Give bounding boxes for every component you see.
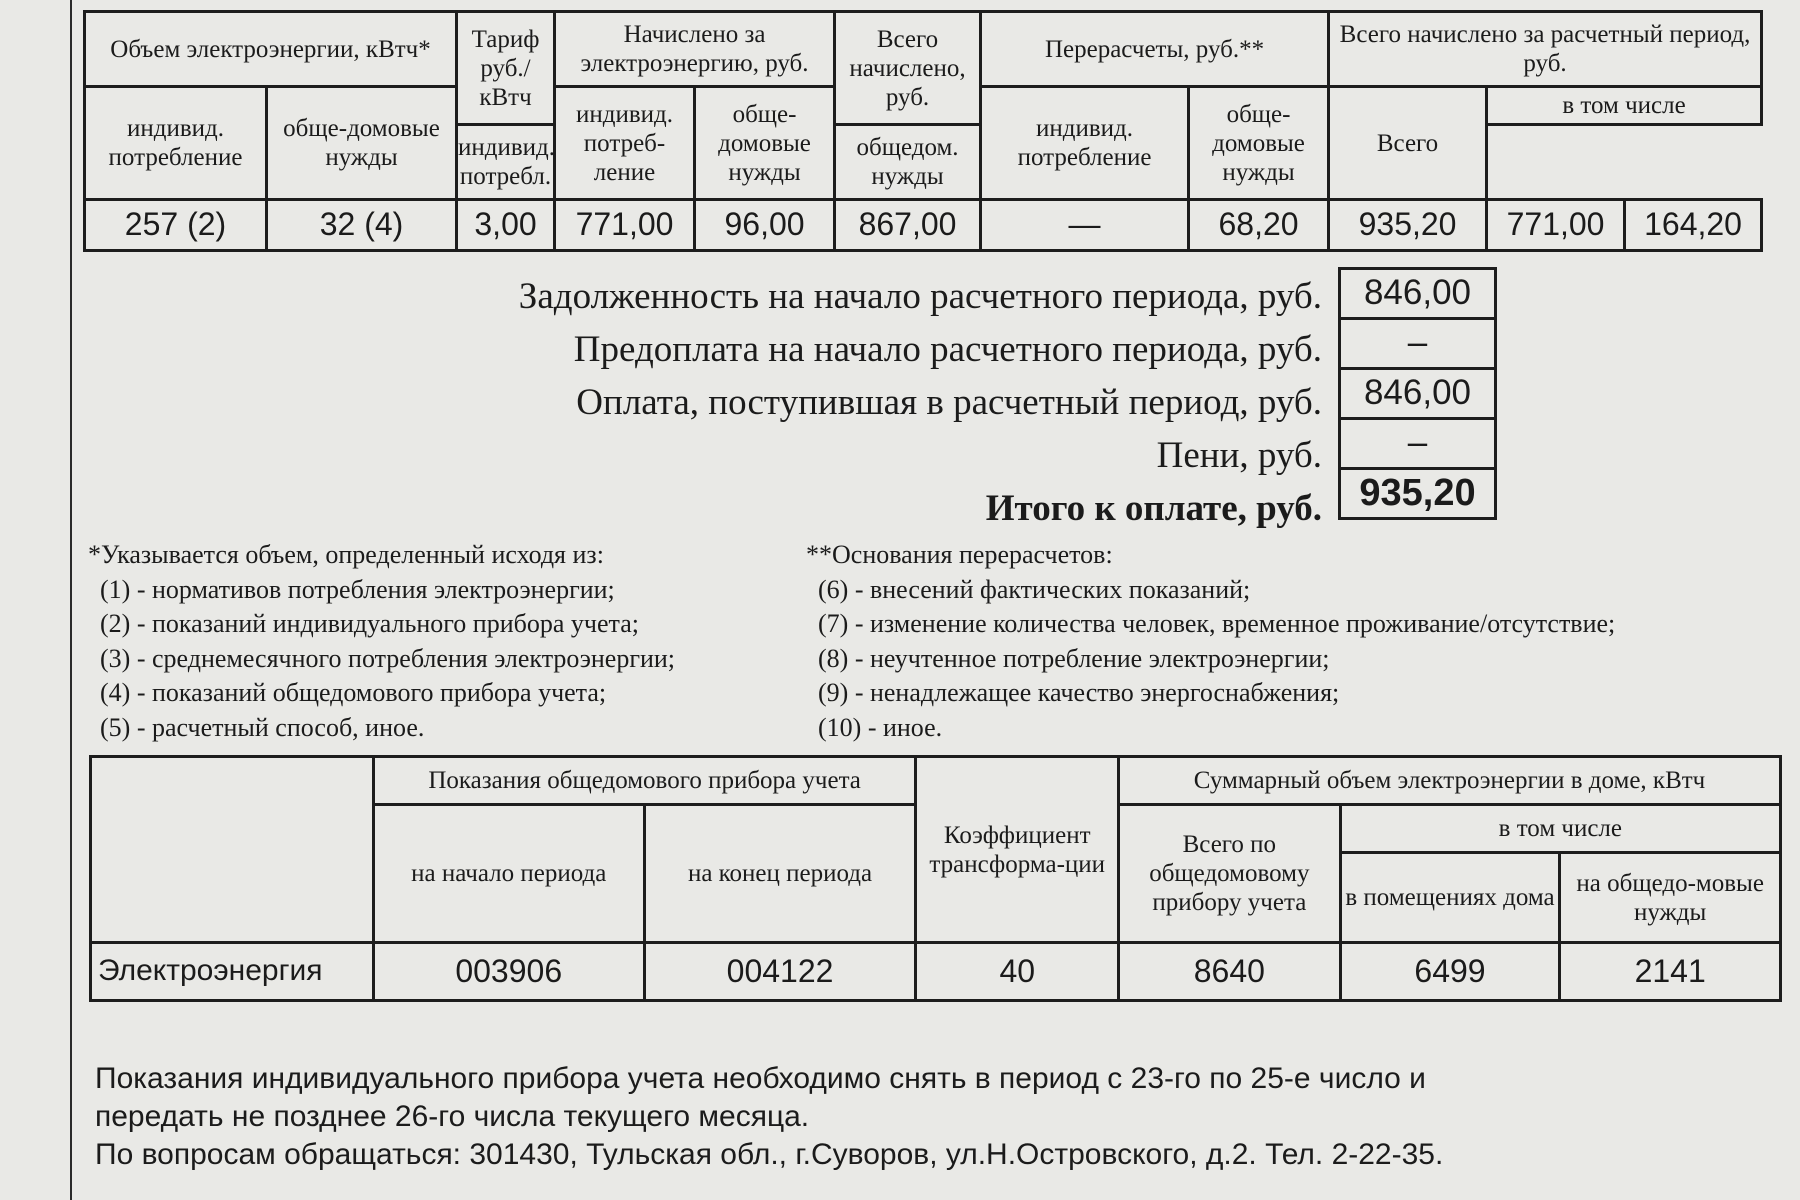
header-charged-common: обще-домовые нужды xyxy=(695,87,835,200)
cell-volume-individual: 257 (2) xyxy=(85,200,267,251)
footer-contact: По вопросам обращаться: 301430, Тульская обл., г.Суворов, ул.Н.Островского, д.2. Тел. 2-22-35. xyxy=(95,1138,1444,1171)
prepayment-value: – xyxy=(1340,319,1496,369)
recalc-notes-title: **Основания перерасчетов: xyxy=(806,540,1113,569)
cell-charged-common: 96,00 xyxy=(695,200,835,251)
volume-notes xyxy=(88,538,675,745)
cell-period-total: 935,20 xyxy=(1329,200,1487,251)
header-total-charged: Всего начислено, руб. xyxy=(835,12,981,125)
page-left-border xyxy=(70,0,72,1200)
header-meter-including: в том числе xyxy=(1340,805,1780,853)
cell-coefficient: 40 xyxy=(916,943,1119,1001)
cell-recalc-common: 68,20 xyxy=(1189,200,1329,251)
header-by-meter: Всего по общедомовому прибору учета xyxy=(1119,805,1341,943)
header-period-total-all: Всего xyxy=(1329,87,1487,200)
penalty-label: Пени, руб. xyxy=(1156,435,1322,476)
payment-value: 846,00 xyxy=(1340,369,1496,419)
recalc-note-item: (9) - ненадлежащее качество энергоснабжения; xyxy=(818,678,1340,707)
header-recalc-common: обще-домовые нужды xyxy=(1189,87,1329,200)
header-volume-individual: индивид. потребление xyxy=(85,87,267,200)
header-common-needs: на общедо-мовые нужды xyxy=(1560,853,1781,943)
billing-table xyxy=(83,10,1763,252)
cell-recalc-individual: — xyxy=(981,200,1189,251)
cell-charged-individual: 771,00 xyxy=(555,200,695,251)
cell-total-charged: 867,00 xyxy=(835,200,981,251)
volume-note-item: (1) - нормативов потребления электроэнергии; xyxy=(100,574,615,604)
header-recalc: Перерасчеты, руб.** xyxy=(981,12,1329,87)
header-including-common: общедом. нужды xyxy=(835,125,981,200)
payment-label: Оплата, поступившая в расчетный период, руб. xyxy=(576,382,1322,423)
debt-value: 846,00 xyxy=(1340,269,1496,319)
header-including-individual: индивид. потребл. xyxy=(457,125,555,200)
header-recalc-individual: индивид. потребление xyxy=(981,87,1189,200)
cell-by-meter: 8640 xyxy=(1119,943,1341,1001)
debt-label: Задолженность на начало расчетного периода, руб. xyxy=(518,276,1322,317)
volume-note-item: (4) - показаний общедомового прибора учета; xyxy=(100,678,607,707)
volume-note-item: (5) - расчетный способ, иное. xyxy=(100,712,425,742)
cell-including-common: 164,20 xyxy=(1625,200,1762,251)
header-premises: в помещениях дома xyxy=(1340,853,1560,943)
header-period-total: Всего начислено за расчетный период, руб. xyxy=(1329,12,1762,87)
recalc-note-item: (7) - изменение количества человек, временное проживание/отсутствие; xyxy=(818,609,1616,638)
header-period-end: на конец периода xyxy=(644,805,916,943)
header-coefficient: Коэффициент трансформа-ции xyxy=(916,757,1119,943)
header-tariff: Тариф руб./ кВтч xyxy=(457,12,555,125)
header-charged: Начислено за электроэнергию, руб. xyxy=(555,12,835,87)
cell-common-needs: 2141 xyxy=(1560,943,1781,1001)
footer-line: передать не позднее 26-го числа текущего месяца. xyxy=(95,1100,810,1133)
cell-meter-start: 003906 xyxy=(373,943,644,1001)
volume-notes-title: *Указывается объем, определенный исходя из: xyxy=(88,540,604,569)
cell-volume-common: 32 (4) xyxy=(267,200,457,251)
volume-note-item: (2) - показаний индивидуального прибора учета; xyxy=(100,609,639,638)
footer-line: Показания индивидуального прибора учета необходимо снять в период с 23-го по 25-е число и xyxy=(95,1062,1426,1095)
header-volume: Объем электроэнергии, кВтч* xyxy=(85,12,457,87)
cell-tariff: 3,00 xyxy=(457,200,555,251)
recalc-note-item: (8) - неучтенное потребление электроэнергии; xyxy=(818,643,1330,673)
meter-corner-cell xyxy=(91,757,374,943)
header-period-start: на начало периода xyxy=(373,805,644,943)
total-due-label: Итого к оплате, руб. xyxy=(985,488,1322,529)
recalc-notes xyxy=(806,538,1615,745)
cell-premises: 6499 xyxy=(1340,943,1560,1001)
prepayment-label: Предоплата на начало расчетного периода, руб. xyxy=(573,329,1322,370)
total-due-value: 935,20 xyxy=(1340,469,1496,519)
header-charged-individual: индивид. потреб-ление xyxy=(555,87,695,200)
volume-note-item: (3) - среднемесячного потребления электроэнергии; xyxy=(100,643,676,673)
cell-including-individual: 771,00 xyxy=(1487,200,1625,251)
penalty-value: – xyxy=(1340,419,1496,469)
summary-values-table xyxy=(1338,267,1497,520)
meter-table xyxy=(89,755,1782,1002)
header-volume-common: обще-домовые нужды xyxy=(267,87,457,200)
cell-meter-end: 004122 xyxy=(644,943,916,1001)
recalc-note-item: (10) - иное. xyxy=(818,712,943,742)
meter-row-label: Электроэнергия xyxy=(91,943,374,1001)
recalc-note-item: (6) - внесений фактических показаний; xyxy=(818,574,1251,604)
header-meter-readings: Показания общедомового прибора учета xyxy=(373,757,916,805)
header-house-total: Суммарный объем электроэнергии в доме, кВтч xyxy=(1119,757,1781,805)
header-including: в том числе xyxy=(1487,87,1762,125)
